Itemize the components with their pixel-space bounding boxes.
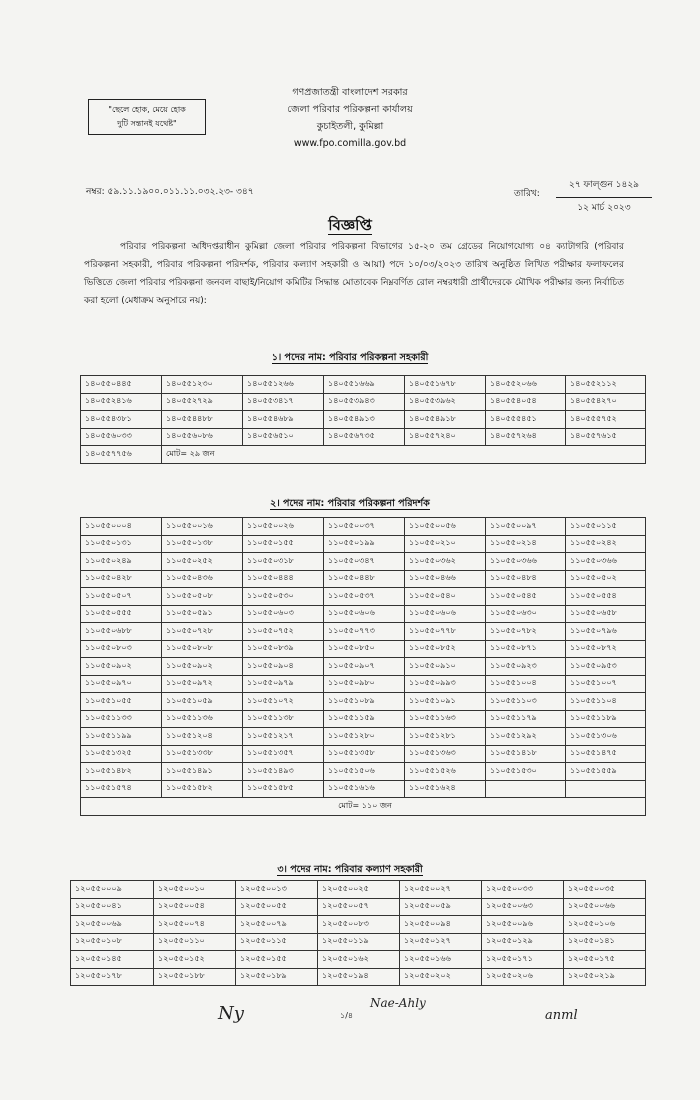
roll-cell: ১২০৫৫০০৯৬ xyxy=(482,916,564,934)
roll-cell: ১২০৫৫০১১৫ xyxy=(236,933,318,951)
office-header xyxy=(0,84,700,152)
roll-cell: ১২০৫৫০০৬৬ xyxy=(564,898,646,916)
roll-cell: ১২০৫৫০০৬৯ xyxy=(71,916,154,934)
roll-cell: ১১০৫৫১৩৫৮ xyxy=(324,745,405,763)
roll-cell: ১২০৫৫০১২৭ xyxy=(400,933,482,951)
table-row xyxy=(81,763,646,781)
roll-cell: ১১০৫৫০৯০২ xyxy=(162,658,243,676)
table-row xyxy=(81,588,646,606)
roll-cell: ১১০৫৫১৪৭৫ xyxy=(566,745,646,763)
section-2-heading xyxy=(0,497,700,512)
empty-cell xyxy=(566,780,646,798)
roll-cell: ১১০৫৫১১৮৯ xyxy=(566,710,646,728)
roll-cell: ১১০৫৫০২১০ xyxy=(405,535,486,553)
roll-cell: ১১০৫৫১৫৩০ xyxy=(486,763,566,781)
roll-cell: ১১০৫৫১১০৩ xyxy=(486,693,566,711)
roll-cell: ১১০৫৫১৩৫৭ xyxy=(243,745,324,763)
section-heading-text: ১। পদের নাম: পরিবার পরিকল্পনা সহকারী xyxy=(271,352,429,363)
date-english: ১২ মার্চ ২০২৩ xyxy=(556,197,652,215)
roll-cell: ১১০৫৫০০২৬ xyxy=(243,518,324,536)
roll-cell: ১১০৫৫০৪৪৪ xyxy=(243,570,324,588)
roll-cell: ১৪০৫৫৬০৮৬ xyxy=(162,428,243,446)
table-row xyxy=(81,570,646,588)
memo-number: নম্বর: ৫৯.১১.১৯০০.০১১.১১.০৩২.২৩- ৩৪৭ xyxy=(86,187,254,197)
roll-cell: ১১০৫৫১১৩৬ xyxy=(162,710,243,728)
roll-cell: ১৪০৫৫৪৯১৩ xyxy=(324,411,405,429)
table-row xyxy=(81,658,646,676)
table-row xyxy=(81,623,646,641)
roll-cell: ১২০৫৫০১৪১ xyxy=(564,933,646,951)
table-row xyxy=(81,780,646,798)
roll-cell: ১১০৫৫০৮৩৯ xyxy=(243,640,324,658)
roll-cell: ১১০৫৫০৫৫৪ xyxy=(566,588,646,606)
empty-cell xyxy=(486,780,566,798)
table-row xyxy=(81,411,646,429)
roll-cell: ১২০৫৫০১৮৯ xyxy=(236,968,318,986)
roll-cell: ১১০৫৫০৬৩০ xyxy=(486,605,566,623)
signature-1: Ny xyxy=(218,1003,244,1024)
roll-cell: ১১০৫৫১০৯১ xyxy=(405,693,486,711)
roll-cell: ১১০৫৫০০১৬ xyxy=(162,518,243,536)
roll-cell: ১২০৫৫০০৫৪ xyxy=(154,898,236,916)
roll-cell: ১৪০৫৫৪২৭০ xyxy=(566,393,646,411)
roll-cell: ১১০৫৫০৩৪৭ xyxy=(324,553,405,571)
roll-cell: ১১০৫৫১২১৭ xyxy=(243,728,324,746)
roll-cell: ১১০৫৫১৫৫৯ xyxy=(566,763,646,781)
roll-cell: ১১০৫৫০০০৪ xyxy=(81,518,162,536)
roll-cell: ১২০৫৫০০২৫ xyxy=(318,881,400,899)
roll-cell: ১২০৫৫০১৭১ xyxy=(482,951,564,969)
roll-cell: ১১০৫৫০০৩৭ xyxy=(324,518,405,536)
roll-cell: ১২০৫৫০০৭৯ xyxy=(236,916,318,934)
roll-cell: ১১০৫৫০৮৭২ xyxy=(566,640,646,658)
roll-cell: ১৪০৫৫৪৩৮১ xyxy=(81,411,162,429)
roll-cell: ১১০৫৫১৬২৪ xyxy=(405,780,486,798)
roll-cell: ১১০৫৫১১৫৯ xyxy=(324,710,405,728)
roll-cell: ১১০৫৫১১৩৩ xyxy=(81,710,162,728)
table-row xyxy=(81,693,646,711)
roll-cell: ১২০৫৫০১৮৮ xyxy=(154,968,236,986)
table-row xyxy=(71,968,646,986)
roll-cell: ১১০৫৫০৯০২ xyxy=(81,658,162,676)
roll-cell: ১১০৫৫১১০৪ xyxy=(566,693,646,711)
date-bangla: ২৭ ফাল্গুন ১৪২৯ xyxy=(568,180,640,190)
roll-cell: ১২০৫৫০০৫৫ xyxy=(236,898,318,916)
roll-cell: ১৪০৫৫২৭২৯ xyxy=(162,393,243,411)
roll-cell: ১৪০৫৫৭২৪০ xyxy=(405,428,486,446)
notice-body: পরিবার পরিকল্পনা অধিদপ্তরাধীন কুমিল্লা জেলা পরিবার পরিকল্পনা বিভাগের ১৫-২০ তম গ্রেডের নিয়োগযোগ্য ০৪ ক্যাটাগরি (পরিবার পরিকল্পনা সহকারী, পরিবার পরিকল্পনা পরিদর্শক, পরিবার কল্যাণ সহকারী ও আয়া) পদে ১০/০৩/২০২৩ তারিখ অনুষ্ঠিত লিখিত পরীক্ষার ফলাফলের ভিত্তিতে জেলা পরিবার পরিকল্পনা জনবল বাছাই/নিয়োগ কমিটির সিদ্ধান্ত মোতাবেক নিম্নবর্ণিত রোল নম্বরধারী প্রার্থীদেরকে মৌখিক পরীক্ষার জন্য নির্বাচিত করা হলো (মেধাক্রম অনুসারে নয়): xyxy=(84,242,624,306)
notice-title-text: বিজ্ঞপ্তি xyxy=(328,216,372,234)
roll-cell: ১৪০৫৫১৬৬৯ xyxy=(324,376,405,394)
roll-cell: ১২০৫৫০০৪১ xyxy=(71,898,154,916)
roll-cell: ১১০৫৫০১৫৫ xyxy=(243,535,324,553)
roll-cell: ১৪০৫৫৪৪৮৮ xyxy=(162,411,243,429)
roll-cell: ১১০৫৫০৫৫৫ xyxy=(81,605,162,623)
roll-cell: ১১০৫৫১৫৮২ xyxy=(162,780,243,798)
roll-table-section-3 xyxy=(70,880,646,986)
roll-cell: ১২০৫৫০১০৬ xyxy=(564,916,646,934)
roll-cell: ১৪০৫৫৫৭৫২ xyxy=(566,411,646,429)
table-row xyxy=(81,428,646,446)
total-count: মোট= ১১০ জন xyxy=(81,798,646,816)
roll-cell: ১১০৫৫০১১৫ xyxy=(566,518,646,536)
roll-cell: ১১০৫৫০৫৪৫ xyxy=(486,588,566,606)
roll-cell: ১২০৫৫০১১০ xyxy=(154,933,236,951)
roll-cell: ১১০৫৫০১৩৮ xyxy=(162,535,243,553)
roll-cell: ১১০৫৫১০০৭ xyxy=(566,675,646,693)
roll-cell: ১১০৫৫০৩৬৬ xyxy=(566,553,646,571)
roll-cell: ১১০৫৫০৫০২ xyxy=(566,570,646,588)
roll-cell: ১১০৫৫০৮০৩ xyxy=(81,640,162,658)
table-row xyxy=(81,728,646,746)
header-website[interactable]: www.fpo.comilla.gov.bd xyxy=(293,138,407,149)
roll-cell: ১১০৫৫০৭৮২ xyxy=(486,623,566,641)
roll-cell: ১১০৫৫০৮৭১ xyxy=(486,640,566,658)
roll-cell: ১২০৫৫০০৯৪ xyxy=(400,916,482,934)
table-row xyxy=(71,933,646,951)
roll-cell: ১১০৫৫০৯৭০ xyxy=(81,675,162,693)
roll-cell: ১২০৫৫০০৬৩ xyxy=(482,898,564,916)
roll-cell: ১১০৫৫০৭৭৩ xyxy=(324,623,405,641)
roll-cell: ১১০৫৫১৪১৮ xyxy=(486,745,566,763)
table-row xyxy=(81,393,646,411)
section-1-heading xyxy=(0,351,700,366)
table-row xyxy=(81,535,646,553)
roll-cell: ১১০৫৫১৩৬৩ xyxy=(405,745,486,763)
roll-cell: ১১০৫৫০৯১০ xyxy=(405,658,486,676)
roll-cell: ১১০৫৫০৬৫৮ xyxy=(566,605,646,623)
roll-cell: ১১০৫৫১৪৯১ xyxy=(162,763,243,781)
roll-cell: ১১০৫৫০০৯৭ xyxy=(486,518,566,536)
roll-cell: ১২০৫৫০২০২ xyxy=(400,968,482,986)
roll-cell: ১২০৫৫০১৬৬ xyxy=(400,951,482,969)
roll-cell: ১৪০৫৫৪০৫৪ xyxy=(486,393,566,411)
table-row xyxy=(81,446,646,464)
roll-cell: ১২০৫৫০২০৬ xyxy=(482,968,564,986)
roll-cell: ১১০৫৫০৪৮৪ xyxy=(486,570,566,588)
table-row xyxy=(81,675,646,693)
roll-cell: ১২০৫৫০১৫৫ xyxy=(236,951,318,969)
roll-cell: ১২০৫৫০১৭৫ xyxy=(564,951,646,969)
roll-cell: ১১০৫৫০৬০৬ xyxy=(405,605,486,623)
roll-cell: ১১০৫৫১০৮৯ xyxy=(324,693,405,711)
section-3-heading xyxy=(0,863,700,878)
roll-cell: ১১০৫৫০৪৬৬ xyxy=(405,570,486,588)
roll-cell: ১১০৫৫০৫৩৭ xyxy=(324,588,405,606)
roll-cell: ১৪০৫৫৬০৩৩ xyxy=(81,428,162,446)
roll-cell: ১১০৫৫০১৯৯ xyxy=(324,535,405,553)
roll-cell: ১২০৫৫০১১৯ xyxy=(318,933,400,951)
roll-cell: ১১০৫৫০৪৪৮ xyxy=(324,570,405,588)
roll-cell: ১১০৫৫০৭৭৮ xyxy=(405,623,486,641)
roll-cell: ১৪০৫৫৩৯৬২ xyxy=(405,393,486,411)
roll-cell: ১১০৫৫০৫৪০ xyxy=(405,588,486,606)
roll-cell: ১১০৫৫১০৭২ xyxy=(243,693,324,711)
roll-cell: ১১০৫৫০৩৬২ xyxy=(405,553,486,571)
roll-cell: ১৪০৫৫১২৩০ xyxy=(162,376,243,394)
roll-cell: ১১০৫৫১৫২৬ xyxy=(405,763,486,781)
roll-cell: ১১০৫৫১২০৪ xyxy=(162,728,243,746)
roll-cell: ১১০৫৫০৯৫৩ xyxy=(566,658,646,676)
roll-cell: ১১০৫৫০৯৮০ xyxy=(324,675,405,693)
roll-cell: ১১০৫৫০৫৩০ xyxy=(243,588,324,606)
roll-cell: ১১০৫৫০২৫২ xyxy=(162,553,243,571)
roll-cell: ১১০৫৫১৫৭৪ xyxy=(81,780,162,798)
roll-cell: ১১০৫৫১০৫৫ xyxy=(81,693,162,711)
roll-cell: ১১০৫৫০২১৪ xyxy=(486,535,566,553)
roll-cell: ১২০৫৫০১৫২ xyxy=(154,951,236,969)
roll-cell: ১১০৫৫০৯২৩ xyxy=(486,658,566,676)
roll-cell: মোট= ২৯ জন xyxy=(162,446,646,464)
roll-cell: ১১০৫৫১৬১৬ xyxy=(324,780,405,798)
table-total-row xyxy=(81,798,646,816)
roll-cell: ১৪০৫৫৭৬১৫ xyxy=(566,428,646,446)
roll-cell: ১১০৫৫০২৪৯ xyxy=(81,553,162,571)
roll-cell: ১১০৫৫০৭২৮ xyxy=(162,623,243,641)
roll-cell: ১১০৫৫০৪২৮ xyxy=(81,570,162,588)
roll-cell: ১১০৫৫০৯৯৩ xyxy=(405,675,486,693)
roll-cell: ১২০৫৫০০৫৯ xyxy=(400,898,482,916)
roll-cell: ১১০৫৫১২৮১ xyxy=(405,728,486,746)
header-office: জেলা পরিবার পরিকল্পনা কার্যালয় xyxy=(287,104,413,115)
roll-cell: ১১০৫৫১০০৪ xyxy=(486,675,566,693)
roll-cell: ১১০৫৫১১৭৯ xyxy=(486,710,566,728)
roll-cell: ১১০৫৫০৯০৪ xyxy=(243,658,324,676)
table-row xyxy=(81,710,646,728)
roll-cell: ১৪০৫৫২১১২ xyxy=(566,376,646,394)
roll-cell: ১১০৫৫০৫০৮ xyxy=(162,588,243,606)
roll-cell: ১১০৫৫১১৯৯ xyxy=(81,728,162,746)
roll-cell: ১১০৫৫১৪৮২ xyxy=(81,763,162,781)
roll-cell: ১২০৫৫০১৭৮ xyxy=(71,968,154,986)
roll-cell: ১৪০৫৫৩৯৪৩ xyxy=(324,393,405,411)
roll-cell: ১৪০৫৫০৪৪৫ xyxy=(81,376,162,394)
roll-cell: ১১০৫৫০৮৫০ xyxy=(324,640,405,658)
roll-cell: ১২০৫৫০০৫৭ xyxy=(318,898,400,916)
roll-cell: ১৪০৫৫৫৪৫১ xyxy=(486,411,566,429)
roll-cell: ১২০৫৫০০২৭ xyxy=(400,881,482,899)
roll-cell: ১২০৫৫০০১০ xyxy=(154,881,236,899)
roll-cell: ১৪০৫৫৭২৬৪ xyxy=(486,428,566,446)
roll-cell: ১১০৫৫১৩৩৮ xyxy=(162,745,243,763)
roll-cell: ১২০৫৫০১২৯ xyxy=(482,933,564,951)
roll-cell: ১২০৫৫০১০৮ xyxy=(71,933,154,951)
page-number: ১/৪ xyxy=(340,1011,354,1020)
roll-table-body xyxy=(81,376,646,464)
roll-table-section-2 xyxy=(80,517,646,816)
roll-cell: ১১০৫৫০৮০৮ xyxy=(162,640,243,658)
roll-cell: ১১০৫৫১৫০৬ xyxy=(324,763,405,781)
roll-cell: ১৪০৫৫৭৭৫৬ xyxy=(81,446,162,464)
roll-cell: ১২০৫৫০০৭৪ xyxy=(154,916,236,934)
roll-cell: ১১০৫৫০১৩১ xyxy=(81,535,162,553)
roll-cell: ১২০৫৫০০০৯ xyxy=(71,881,154,899)
table-row xyxy=(71,916,646,934)
roll-cell: ১১০৫৫০৯৭৯ xyxy=(243,675,324,693)
table-row xyxy=(71,881,646,899)
roll-cell: ১৪০৫৫১২৬৬ xyxy=(243,376,324,394)
roll-cell: ১৪০৫৫৩৪১৭ xyxy=(243,393,324,411)
table-row xyxy=(81,376,646,394)
roll-cell: ১২০৫৫০২১৯ xyxy=(564,968,646,986)
roll-cell: ১১০৫৫০৪৩৬ xyxy=(162,570,243,588)
section-heading-text: ৩। পদের নাম: পরিবার কল্যাণ সহকারী xyxy=(277,864,423,875)
roll-cell: ১১০৫৫০৩৬৬ xyxy=(486,553,566,571)
roll-cell: ১৪০৫৫৪৬৮৯ xyxy=(243,411,324,429)
roll-cell: ১১০৫৫১৩০৬ xyxy=(566,728,646,746)
roll-cell: ১২০৫৫০১৯৪ xyxy=(318,968,400,986)
roll-cell: ১১০৫৫১৩২৫ xyxy=(81,745,162,763)
slogan-line: দুটি সন্তানই যথেষ্ট" xyxy=(117,119,177,128)
roll-cell: ১২০৫৫০১৪৫ xyxy=(71,951,154,969)
date-label: তারিখ: xyxy=(514,189,540,199)
roll-cell: ১১০৫৫১২৮০ xyxy=(324,728,405,746)
roll-cell: ১১০৫৫১২৯২ xyxy=(486,728,566,746)
roll-cell: ১৪০৫৫১৬৭৮ xyxy=(405,376,486,394)
table-row xyxy=(71,898,646,916)
roll-cell: ১১০৫৫০৯০৭ xyxy=(324,658,405,676)
roll-cell: ১২০৫৫০০৩৫ xyxy=(564,881,646,899)
roll-cell: ১১০৫৫০৬০৬ xyxy=(324,605,405,623)
roll-cell: ১১০৫৫০৭৯৬ xyxy=(566,623,646,641)
roll-cell: ১৪০৫৫৬৭৩৫ xyxy=(324,428,405,446)
roll-cell: ১১০৫৫০৭৫২ xyxy=(243,623,324,641)
table-row xyxy=(81,745,646,763)
roll-cell: ১১০৫৫১১৩৮ xyxy=(243,710,324,728)
signature-3: anml xyxy=(545,1008,578,1023)
roll-table-body xyxy=(81,518,646,816)
roll-cell: ১২০৫৫০০৩৩ xyxy=(482,881,564,899)
roll-cell: ১১০৫৫১৫৮৫ xyxy=(243,780,324,798)
roll-cell: ১৪০৫৫২৪১৬ xyxy=(81,393,162,411)
roll-cell: ১১০৫৫১০৫৯ xyxy=(162,693,243,711)
roll-cell: ১১০৫৫০৮৫২ xyxy=(405,640,486,658)
table-row xyxy=(81,553,646,571)
roll-cell: ১১০৫৫০৯৭২ xyxy=(162,675,243,693)
table-row xyxy=(71,951,646,969)
table-row xyxy=(81,640,646,658)
roll-cell: ১১০৫৫০৫৯১ xyxy=(162,605,243,623)
roll-cell: ১১০৫৫০০৫৬ xyxy=(405,518,486,536)
roll-cell: ১১০৫৫০৬৮৮ xyxy=(81,623,162,641)
signature-2: Nae-Ahly xyxy=(370,996,426,1010)
roll-cell: ১১০৫৫১৪৯৩ xyxy=(243,763,324,781)
roll-cell: ১২০৫৫০০৮৩ xyxy=(318,916,400,934)
roll-cell: ১২০৫৫০০১৩ xyxy=(236,881,318,899)
roll-cell: ১১০৫৫১১৬৩ xyxy=(405,710,486,728)
table-row xyxy=(81,605,646,623)
roll-cell: ১২০৫৫০১৬২ xyxy=(318,951,400,969)
roll-cell: ১৪০৫৫২০৬৬ xyxy=(486,376,566,394)
roll-cell: ১৪০৫৫৪৯১৮ xyxy=(405,411,486,429)
section-heading-text: ২। পদের নাম: পরিবার পরিকল্পনা পরিদর্শক xyxy=(270,498,430,509)
roll-cell: ১১০৫৫০২৪২ xyxy=(566,535,646,553)
roll-cell: ১১০৫৫০৩১৮ xyxy=(243,553,324,571)
notice-title xyxy=(0,214,700,239)
roll-cell: ১১০৫৫০৫০৭ xyxy=(81,588,162,606)
header-govt: গণপ্রজাতন্ত্রী বাংলাদেশ সরকার xyxy=(292,87,408,98)
roll-cell: ১১০৫৫০৬০৩ xyxy=(243,605,324,623)
table-row xyxy=(81,518,646,536)
slogan-line: "ছেলে হোক, মেয়ে হোক xyxy=(108,105,186,114)
header-address: কুচাইতলী, কুমিল্লা xyxy=(316,121,384,132)
roll-cell: ১৪০৫৫৬৫১০ xyxy=(243,428,324,446)
roll-table-body xyxy=(71,881,646,986)
roll-table-section-1 xyxy=(80,375,646,464)
